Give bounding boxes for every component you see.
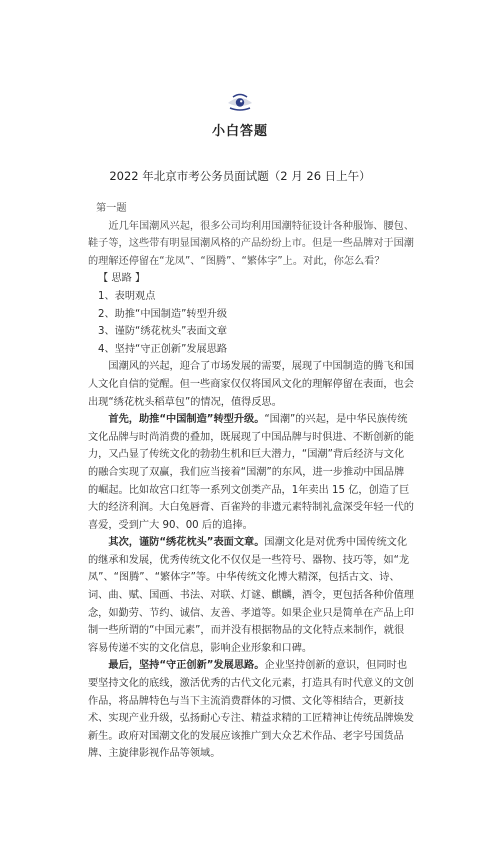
paragraph-lead: 其次，谨防“绣花枕头”表面文章。	[108, 537, 265, 549]
paragraph-body: “国潮”的兴起，是中华民族传统文化品牌与时尚消费的叠加，既展现了中国品牌与时俱进、不断创新的能力，又凸显了传统文化的勃勃生机和巨大潜力，“国潮”背后经济与文化的融合实现了双赢，我们应当接着“国潮”的东风，进一步推动中国品牌的崛起。比如故宫口红等一系列文创类产品，1年卖出 15 亿，创造了巨大的经济利润。大白兔唇膏、百雀羚的非遗元素特制礼盒深受年轻一代的喜爱，受到广大 90、00 后的追捧。	[88, 414, 414, 531]
outline-item: 1、表明观点	[98, 290, 156, 302]
document-title: 2022 年北京市考公务员面试题（2 月 26 日上午）	[109, 169, 371, 183]
logo	[0, 92, 480, 116]
outline-item: 3、谨防“绣花枕头”表面文章	[98, 326, 228, 338]
document-body	[88, 200, 414, 763]
outline-item: 2、助推“中国制造”转型升级	[98, 308, 228, 320]
question-text: 近几年国潮风兴起，很多公司均利用国潮特征设计各种服饰、腰包、鞋子等，这些带有明显国潮风格的产品纷纷上市。但是一些品牌对于国潮的理解还停留在“龙凤”、“图腾”、“繁体字”上。对此，你怎么看？	[88, 220, 415, 267]
answer-paragraph-last	[88, 657, 414, 763]
brand-name: 小白答题	[211, 124, 268, 139]
paragraph-body: 企业坚持创新的意识，但同时也要坚持文化的底线，激活优秀的古代文化元素，打造具有时代意义的文创作品，将品牌特色与当下主流消费群体的习惯、文化等相结合，更新技术、实现产业升级，弘扬耐心专注、精益求精的工匠精神让传统品牌焕发新生。政府对国潮文化的发展应该推广到大众艺术作品、老字号国货品牌、主旋律影视作品等领域。	[88, 660, 414, 760]
answer-paragraph-first	[88, 411, 414, 534]
paragraph-lead: 首先，助推“中国制造”转型升级。	[108, 414, 265, 426]
answer-paragraph-second	[88, 534, 414, 657]
paragraph-lead: 最后，坚持“守正创新”发展思路。	[108, 660, 265, 672]
paragraph-body: 国潮文化是对优秀中国传统文化的继承和发展，优秀传统文化不仅仅是一些符号、器物、技巧等，如“龙凤”、“图腾”、“繁体字”等。中华传统文化博大精深，包括古文、诗、词、曲、赋、国画、书法、对联、灯谜、麒麟，酒令，更包括各种价值理念，如勤劳、节约、诚信、友善、孝道等。如果企业只是简单在产品上印制一些所谓的“中国元素”，而并没有根据物品的文化特点来制作，就很容易传递不实的文化信息，影响企业形象和口碑。	[88, 537, 414, 654]
outline-item: 4、坚持“守正创新”发展思路	[98, 343, 228, 355]
question-number: 第一题	[96, 203, 127, 214]
outline-label: 【 思路 】	[98, 273, 146, 285]
eye-icon	[225, 92, 255, 112]
answer-paragraph-intro: 国潮风的兴起，迎合了市场发展的需要，展现了中国制造的腾飞和国人文化自信的觉醒。但一些商家仅仅将国风文化的理解停留在表面，也会出现“绣花枕头稻草包”的情况，值得反思。	[88, 361, 415, 408]
